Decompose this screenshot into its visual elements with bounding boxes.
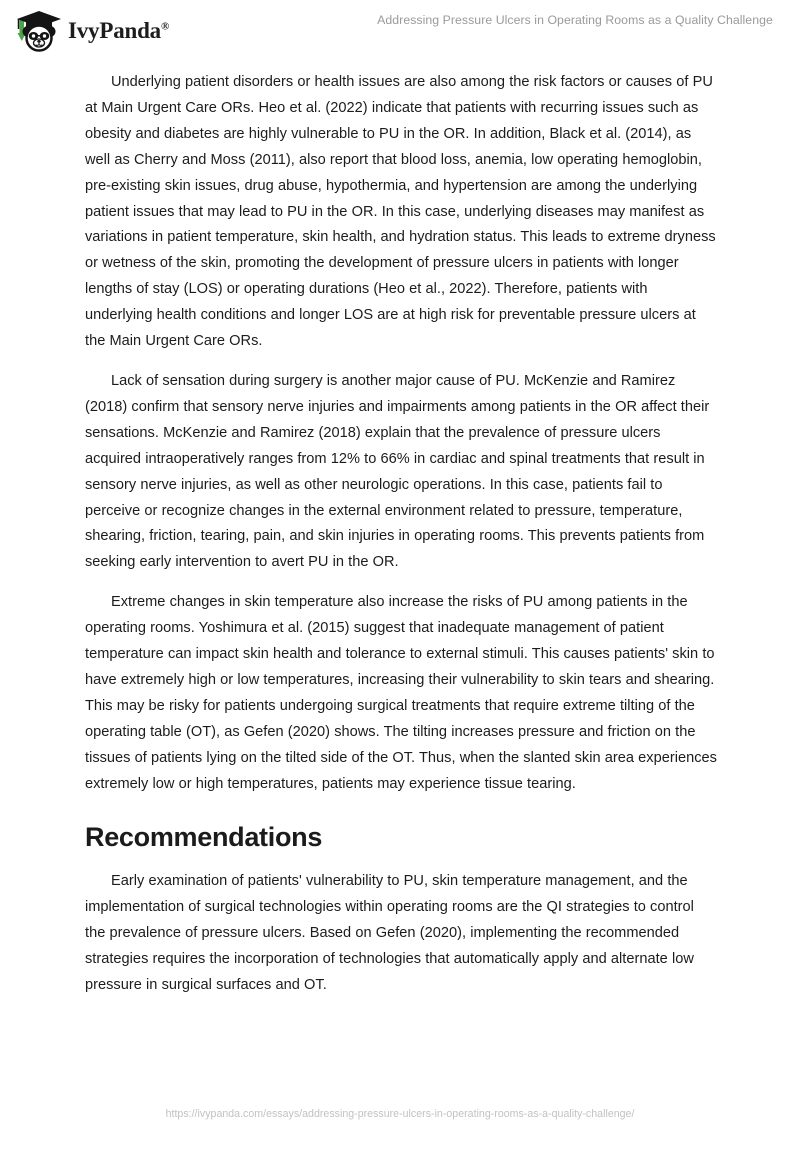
brand-name-text: IvyPanda	[68, 17, 161, 43]
page-footer	[0, 1100, 800, 1160]
document-running-title: Addressing Pressure Ulcers in Operating Rooms as a Quality Challenge	[377, 13, 773, 27]
panda-graduation-cap-logo-icon	[16, 8, 62, 52]
body-paragraph: Lack of sensation during surgery is another major cause of PU. McKenzie and Ramirez (2018) confirm that sensory nerve injuries and impairments among patients in the OR affect their sensations. McKenzie and Ramirez (2018) explain that the prevalence of pressure ulcers acquired intraoperatively ranges from 12% to 66% in cardiac and spinal treatments that result in sensory nerve injuries, as well as other neurologic operations. In this case, patients fail to perceive or recognize changes in the external environment related to pressure, temperature, shearing, friction, tearing, pain, and skin injuries in operating rooms. This prevents patients from seeking early intervention to avert PU in the OR.	[85, 372, 710, 571]
registered-trademark-icon: ®	[160, 19, 170, 32]
source-url[interactable]: https://ivypanda.com/essays/addressing-pressure-ulcers-in-operating-rooms-as-a-quality-challenge/	[165, 1108, 635, 1120]
page-header	[0, 0, 800, 62]
brand-logo[interactable]	[16, 8, 169, 52]
section-heading-recommendations: Recommendations	[85, 822, 323, 853]
document-content	[85, 70, 717, 1013]
body-paragraph: Underlying patient disorders or health issues are also among the risk factors or causes of PU at Main Urgent Care ORs. Heo et al. (2022) indicate that patients with recurring issues such as obesity and diabetes are highly vulnerable to PU in the OR. In addition, Black et al. (2014), as well as Cherry and Moss (2011), also report that blood loss, anemia, low operating hemoglobin, pre-existing skin issues, drug abuse, hypothermia, and hypertension are among the underlying patient issues that may lead to PU in the OR. In this case, underlying diseases may manifest as variations in patient temperature, skin health, and hydration status. This leads to extreme dryness or wetness of the skin, promoting the development of pressure ulcers in patients with longer lengths of stay (LOS) or operating durations (Heo et al., 2022). Therefore, patients with underlying health conditions and longer LOS are at high risk for preventable pressure ulcers at the Main Urgent Care ORs.	[85, 74, 716, 350]
brand-wordmark	[68, 19, 169, 42]
body-paragraph: Extreme changes in skin temperature also increase the risks of PU among patients in the operating rooms. Yoshimura et al. (2015) suggest that inadequate management of patient temperature can impact skin health and tolerance to external stimuli. This causes patients' skin to have extremely high or low temperatures, increasing their vulnerability to skin tears and shearing. This may be risky for patients undergoing surgical treatments that require extreme tilting of the operating table (OT), as Gefen (2020) shows. The tilting increases pressure and friction on the tissues of patients lying on the tilted side of the OT. Thus, when the slanted skin area experiences extremely low or high temperatures, patients may experience tissue tearing.	[85, 594, 717, 792]
body-paragraph: Early examination of patients' vulnerability to PU, skin temperature management, and the implementation of surgical technologies within operating rooms are the QI strategies to control the prevalence of pressure ulcers. Based on Gefen (2020), implementing the recommended strategies requires the incorporation of technologies that automatically apply and alternate low pressure in surgical surfaces and OT.	[85, 873, 694, 994]
